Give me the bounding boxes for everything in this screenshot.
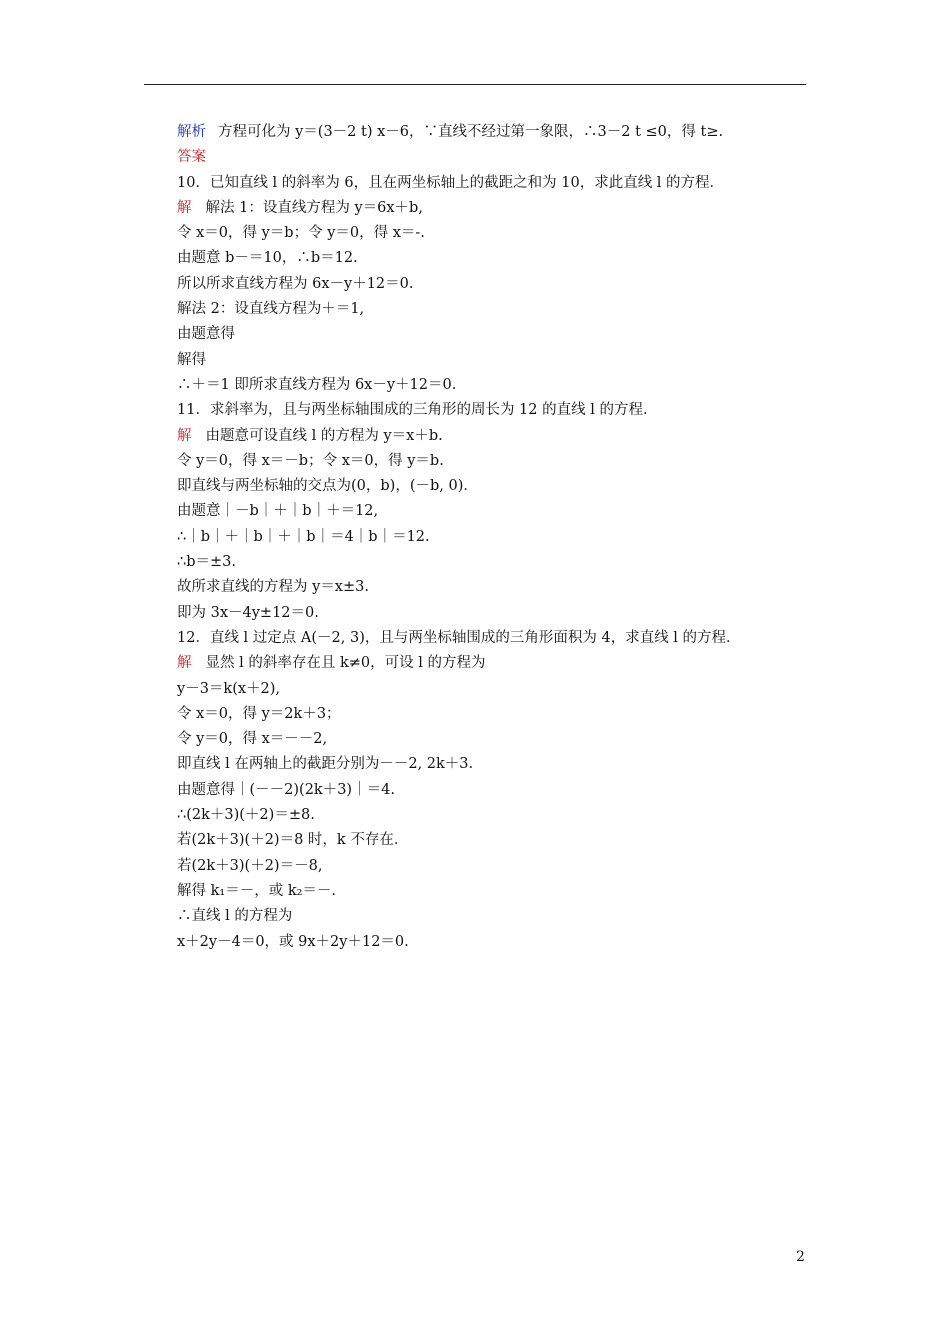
text-line: ∴直线 l 的方程为 [177,908,293,925]
header-rule [144,84,806,85]
solution-line [177,196,817,221]
problem-11: 11．求斜率为，且与两坐标轴围成的三角形的周长为 12 的直线 l 的方程． [177,402,658,419]
answer-line [177,145,817,170]
solution-line [177,424,817,449]
text-line: 解得 k₁＝－，或 k₂＝－. [177,882,337,899]
solution-line [177,651,817,676]
solution-line [177,120,817,145]
text-line: 由题意得｜(－－2)(2k＋3)｜＝4. [177,781,395,798]
text-line: 所以所求直线方程为 6x－y＋12＝0. [177,275,414,292]
jie-label: 解 [177,655,192,672]
text-line: 即为 3x－4y±12＝0. [177,604,319,621]
text-line: 故所求直线的方程为 y＝x±3. [177,579,369,596]
line-text: 由题意可设直线 l 的方程为 y＝x＋b. [205,427,443,444]
page-number: 2 [796,1249,805,1265]
text-line: 令 y＝0，得 x＝－－2, [177,731,328,748]
solution-label: 解析 [177,124,206,140]
text-line: x＋2y－4＝0，或 9x＋2y＋12＝0. [177,933,409,950]
text-line: 即直线与两坐标轴的交点为(0，b)，(－b, 0)． [177,478,478,495]
text-line: ∴＋＝1 即所求直线方程为 6x－y＋12＝0. [177,376,457,393]
text-line: 由题意｜－b｜＋｜b｜＋＝12, [177,503,379,520]
text-line: ∴(2k＋3)(＋2)＝±8. [177,807,315,824]
text-line: ∴｜b｜＋｜b｜＋｜b｜＝4｜b｜＝12. [177,528,430,545]
text-line: 若(2k＋3)(＋2)＝－8, [177,857,323,874]
jie-label: 解 [177,199,192,216]
answer-label: 答案 [177,149,206,166]
text-line: ∴b＝±3. [177,554,236,571]
jie-label: 解 [177,427,192,444]
text-line: 解得 [177,351,206,368]
line-text: 方程可化为 y＝(3－2 t) x－6，∵直线不经过第一象限，∴3－2 t ≤0，得 t≥. [218,124,724,140]
text-line: 由题意 b－＝10，∴b＝12. [177,250,358,267]
problem-12: 12．直线 l 过定点 A(－2, 3)，且与两坐标轴围成的三角形面积为 4，求直线 l 的方程． [177,629,741,646]
text-line: 由题意得 [177,326,235,343]
problem-10: 10．已知直线 l 的斜率为 6，且在两坐标轴上的截距之和为 10，求此直线 l 的方程． [177,174,725,191]
text-line: 即直线 l 在两轴上的截距分别为－－2, 2k＋3. [177,756,474,773]
text-line: y－3＝k(x＋2), [177,680,281,697]
text-line: 令 x＝0，得 y＝2k＋3； [177,705,341,722]
text-line: 令 x＝0，得 y＝b；令 y＝0，得 x＝-. [177,225,425,242]
line-text: 解法 1：设直线方程为 y＝6x＋b, [205,199,423,216]
line-text: 显然 l 的斜率存在且 k≠0，可设 l 的方程为 [205,655,486,672]
text-line: 令 y＝0，得 x＝－b；令 x＝0，得 y＝b. [177,452,444,469]
text-line: 解法 2：设直线方程为＋＝1, [177,301,365,318]
text-line: 若(2k＋3)(＋2)＝8 时，k 不存在． [177,832,409,849]
document-body [177,120,817,955]
